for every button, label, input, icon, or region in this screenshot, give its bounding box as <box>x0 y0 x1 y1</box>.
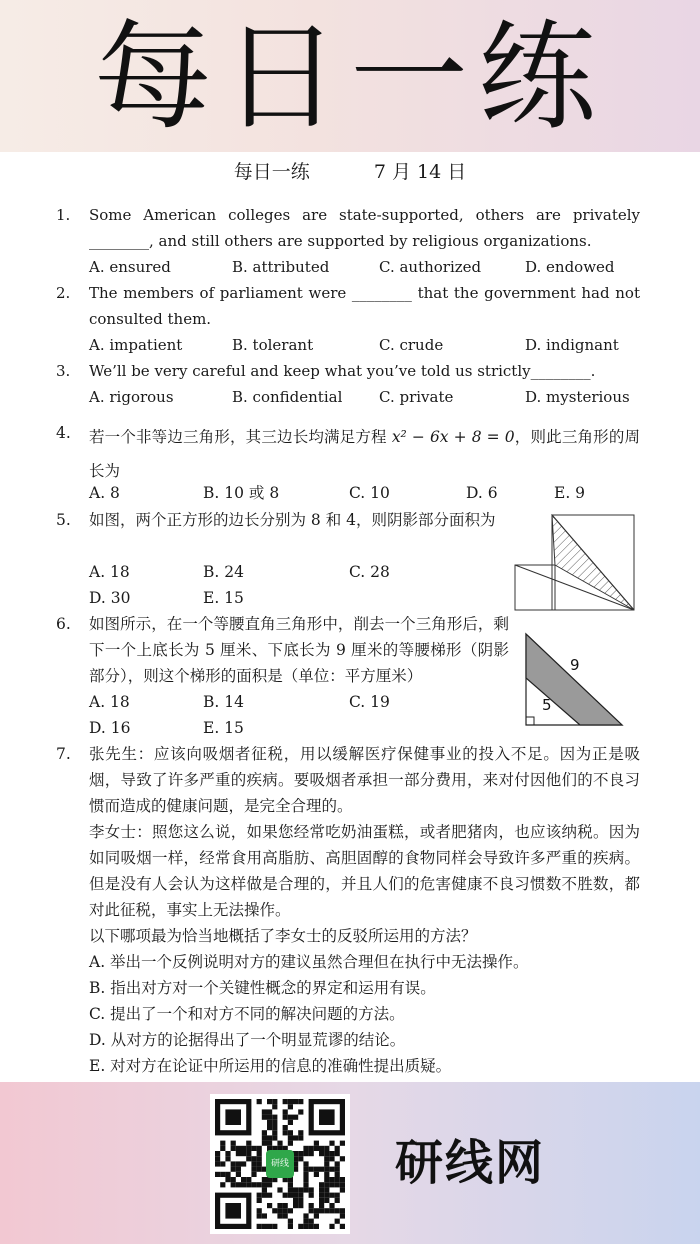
option-b: B. 14 <box>203 693 244 711</box>
question-text: Some American colleges are state-supported, others are privately ________, and still others are supported by religious organizations. <box>89 206 640 250</box>
option-d: D. mysterious <box>525 388 630 406</box>
trapezoid-figure <box>518 630 626 728</box>
question-para-1: 张先生：应该向吸烟者征税，用以缓解医疗保健事业的投入不足。因为正是吸烟，导致了许多严重的疾病。要吸烟者承担一部分费用，来对付因他们的不良习惯而造成的健康问题，是完全合理的。 <box>89 745 640 815</box>
option-e: E. 15 <box>203 719 244 737</box>
question-text: We’ll be very careful and keep what you’ve told us strictly________. <box>89 362 596 380</box>
question-number: 5. <box>56 511 71 529</box>
option-c: C. 28 <box>349 563 390 581</box>
squares-figure <box>514 514 636 612</box>
question-para-2: 李女士：照您这么说，如果您经常吃奶油蛋糕，或者肥猪肉，也应该纳税。因为如同吸烟一样，经常食用高脂肪、高胆固醇的食物同样会导致许多严重的疾病。但是没有人会认为这样做是合理的，并且人们的危害健康不良习惯数不胜数，都对此征税，事实上无法操作。 <box>89 823 640 919</box>
option-b: B. 指出对方对一个关键性概念的界定和运用有误。 <box>89 979 436 997</box>
option-a: A. 举出一个反例说明对方的建议虽然合理但在执行中无法操作。 <box>89 953 529 971</box>
option-d: D. endowed <box>525 258 615 276</box>
equation: x² − 6x + 8 = 0 <box>391 428 515 446</box>
question-number: 3. <box>56 362 71 380</box>
option-d: D. 16 <box>89 719 131 737</box>
label-5: 5 <box>542 696 552 714</box>
site-name: 研线网 <box>395 1135 546 1191</box>
page-title: 每日一练 <box>233 161 310 183</box>
option-b: B. 10 或 8 <box>203 484 280 502</box>
option-c: C. 19 <box>349 693 390 711</box>
banner-title: 每日一练 <box>93 8 606 146</box>
option-c: C. 提出了一个和对方不同的解决问题的方法。 <box>89 1005 405 1023</box>
label-9: 9 <box>570 656 580 674</box>
option-b: B. attributed <box>232 258 330 276</box>
qr-code[interactable] <box>210 1094 350 1234</box>
option-a: A. ensured <box>89 258 171 276</box>
option-d: D. 从对方的论据得出了一个明显荒谬的结论。 <box>89 1031 406 1049</box>
option-a: A. rigorous <box>89 388 174 406</box>
question-prompt: 以下哪项最为恰当地概括了李女士的反驳所运用的方法？ <box>89 927 477 945</box>
top-banner <box>0 0 700 152</box>
option-c: C. authorized <box>379 258 482 276</box>
option-c: C. crude <box>379 336 444 354</box>
option-b: B. confidential <box>232 388 343 406</box>
page-header <box>0 160 700 184</box>
question-number: 2. <box>56 284 71 302</box>
footer <box>0 1082 700 1244</box>
question-number: 7. <box>56 745 71 763</box>
question-text <box>89 420 640 488</box>
option-e: E. 9 <box>554 484 586 502</box>
question-number: 4. <box>56 424 71 442</box>
option-b: B. tolerant <box>232 336 314 354</box>
option-a: A. 18 <box>89 563 130 581</box>
option-a: A. 18 <box>89 693 130 711</box>
question-text: The members of parliament were ________ that the government had not consulted them. <box>89 284 640 328</box>
option-d: D. 6 <box>466 484 498 502</box>
option-a: A. impatient <box>89 336 183 354</box>
qr-badge: 研线 <box>266 1150 294 1178</box>
option-d: D. indignant <box>525 336 619 354</box>
option-e: E. 15 <box>203 589 244 607</box>
option-c: C. private <box>379 388 454 406</box>
question-text-before: 若一个非等边三角形，其三边长均满足方程 <box>89 428 392 446</box>
question-number: 1. <box>56 206 71 224</box>
option-e: E. 对对方在论证中所运用的信息的准确性提出质疑。 <box>89 1057 452 1075</box>
option-b: B. 24 <box>203 563 244 581</box>
question-text: 如图，两个正方形的边长分别为 8 和 4，则阴影部分面积为 <box>89 511 496 529</box>
page-date: 7 月 14 日 <box>373 161 467 183</box>
option-c: C. 10 <box>349 484 390 502</box>
option-a: A. 8 <box>89 484 120 502</box>
question-number: 6. <box>56 615 71 633</box>
question-text: 如图所示，在一个等腰直角三角形中，削去一个三角形后，剩下一个上底长为 5 厘米、下底长为 9 厘米的等腰梯形（阴影部分），则这个梯形的面积是（单位：平方厘米） <box>89 615 509 685</box>
option-d: D. 30 <box>89 589 131 607</box>
question-text-after: ，则此三角形的周长为 <box>89 428 640 480</box>
